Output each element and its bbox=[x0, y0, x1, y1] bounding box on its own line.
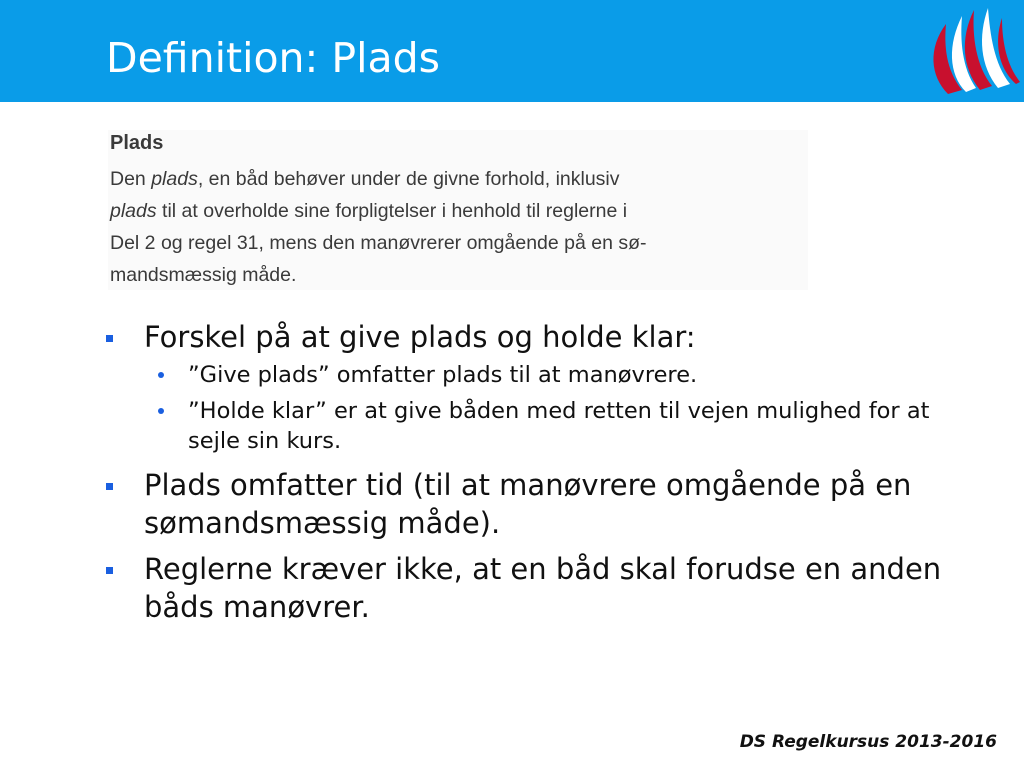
definition-text: , en båd behøver under de givne forhold, inklusiv bbox=[197, 168, 620, 190]
sub-bullet-text: ”Holde klar” er at give båden med retten til vejen mulighed for at sejle sin kurs. bbox=[188, 398, 930, 454]
sub-bullet-text: ”Give plads” omfatter plads til at manøvrere. bbox=[188, 362, 698, 388]
square-bullet-icon bbox=[106, 567, 113, 574]
definition-line-1 bbox=[110, 168, 620, 191]
list-item bbox=[104, 466, 984, 542]
header-bar bbox=[0, 0, 1024, 102]
definition-line-3: Del 2 og regel 31, mens den manøvrerer omgående på en sø- bbox=[110, 232, 647, 254]
sub-list-item bbox=[104, 360, 984, 390]
sails-logo-icon bbox=[918, 4, 1022, 98]
bullet-text: Forskel på at give plads og holde klar: bbox=[144, 320, 696, 354]
definition-line-4: mandsmæssig måde. bbox=[110, 264, 297, 286]
round-bullet-icon bbox=[158, 408, 164, 414]
definition-text: Den bbox=[110, 168, 152, 190]
bullet-text: Plads omfatter tid (til at manøvrere omgående på en sømandsmæssig måde). bbox=[144, 468, 912, 540]
square-bullet-icon bbox=[106, 335, 113, 342]
list-item bbox=[104, 550, 984, 626]
definition-excerpt bbox=[108, 130, 808, 290]
square-bullet-icon bbox=[106, 483, 113, 490]
footer-course-label: DS Regelkursus 2013-2016 bbox=[739, 732, 997, 752]
bullet-text: Reglerne kræver ikke, at en båd skal forudse en anden båds manøvrer. bbox=[144, 552, 942, 624]
round-bullet-icon bbox=[158, 372, 164, 378]
sub-bullet-list bbox=[104, 360, 984, 456]
definition-heading: Plads bbox=[110, 132, 164, 154]
definition-line-2 bbox=[110, 200, 627, 223]
definition-term: plads bbox=[151, 168, 198, 190]
slide-title: Definition: Plads bbox=[106, 34, 441, 82]
bullet-list bbox=[104, 318, 984, 634]
definition-term: plads bbox=[110, 200, 157, 222]
list-item bbox=[104, 318, 984, 356]
definition-text: til at overholde sine forpligtelser i henhold til reglerne i bbox=[156, 200, 628, 222]
sub-list-item bbox=[104, 396, 984, 456]
